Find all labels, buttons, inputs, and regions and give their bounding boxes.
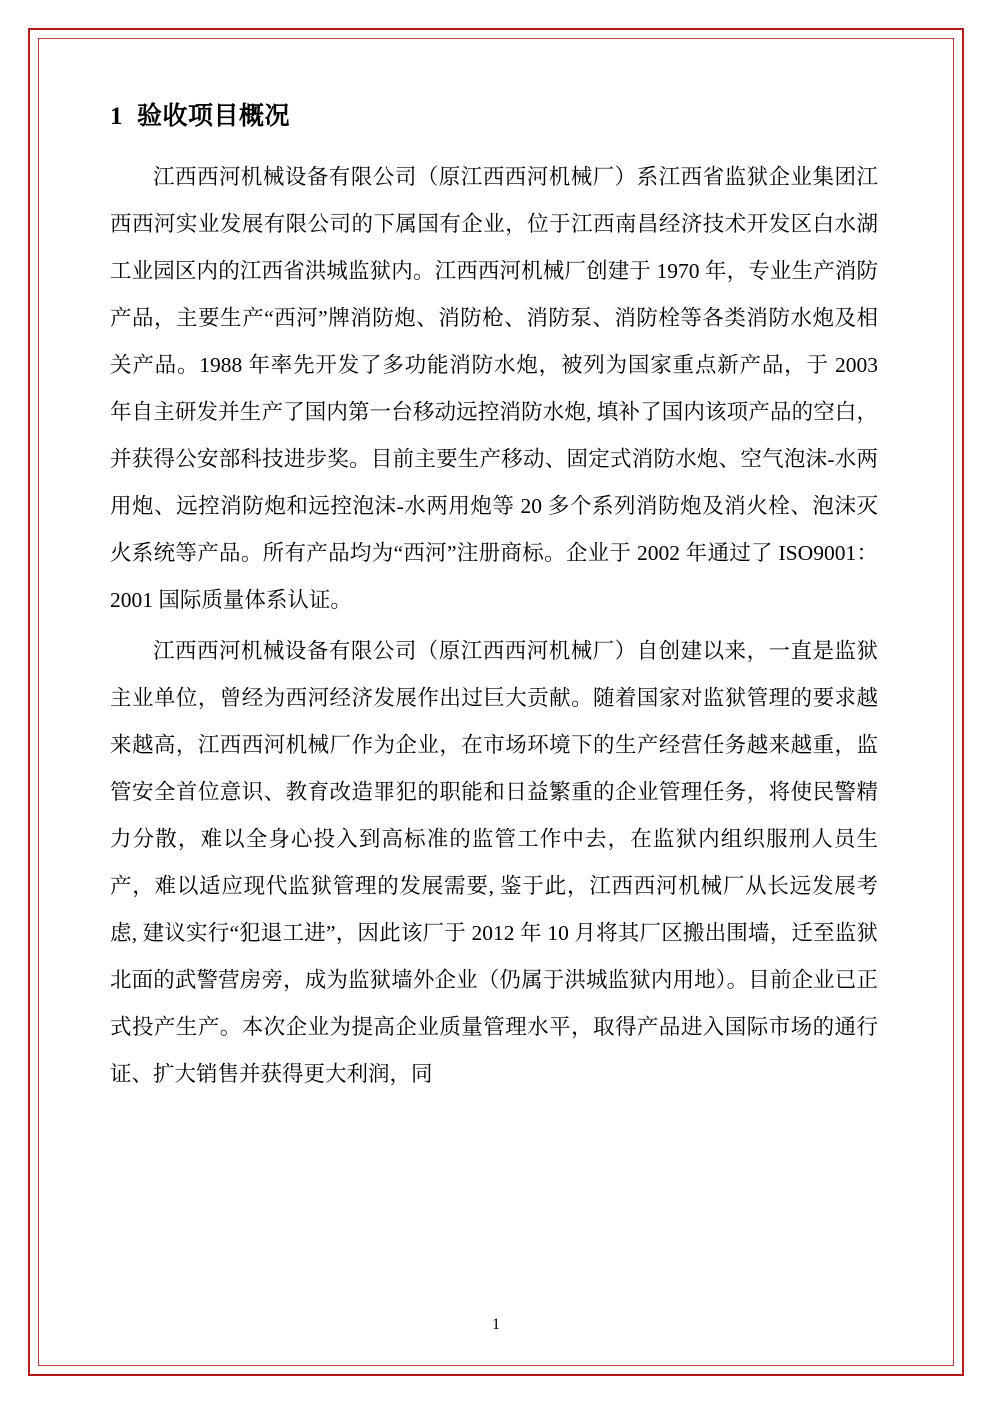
section-title: 验收项目概况	[137, 103, 291, 130]
page-content	[110, 96, 878, 1102]
section-number: 1	[110, 103, 123, 130]
body-paragraph-1: 江西西河机械设备有限公司（原江西西河机械厂）系江西省监狱企业集团江西西河实业发展有限公司的下属国有企业，位于江西南昌经济技术开发区白水湖工业园区内的江西省洪城监狱内。江西西河机械厂创建于 1970 年，专业生产消防产品，主要生产“西河”牌消防炮、消防枪、消防泵、消防栓等各类消防水炮及相关产品。1988 年率先开发了多功能消防水炮，被列为国家重点新产品，于 2003 年自主研发并生产了国内第一台移动远控消防水炮, 填补了国内该项产品的空白，并获得公安部科技进步奖。目前主要生产移动、固定式消防水炮、空气泡沫-水两用炮、远控消防炮和远控泡沫-水两用炮等 20 多个系列消防炮及消火栓、泡沫灭火系统等产品。所有产品均为“西河”注册商标。企业于 2002 年通过了 ISO9001：2001 国际质量体系认证。	[110, 165, 878, 612]
section-heading	[110, 96, 878, 132]
body-paragraph-2: 江西西河机械设备有限公司（原江西西河机械厂）自创建以来，一直是监狱主业单位，曾经为西河经济发展作出过巨大贡献。随着国家对监狱管理的要求越来越高，江西西河机械厂作为企业，在市场环境下的生产经营任务越来越重，监管安全首位意识、教育改造罪犯的职能和日益繁重的企业管理任务，将使民警精力分散，难以全身心投入到高标准的监管工作中去，在监狱内组织服刑人员生产，难以适应现代监狱管理的发展需要, 鉴于此，江西西河机械厂从长远发展考虑, 建议实行“犯退工进”，因此该厂于 2012 年 10 月将其厂区搬出围墙，迁至监狱北面的武警营房旁，成为监狱墙外企业（仍属于洪城监狱内用地）。目前企业已正式投产生产。本次企业为提高企业质量管理水平，取得产品进入国际市场的通行证、扩大销售并获得更大利润，同	[110, 639, 878, 1086]
page-number: 1	[492, 1316, 500, 1333]
